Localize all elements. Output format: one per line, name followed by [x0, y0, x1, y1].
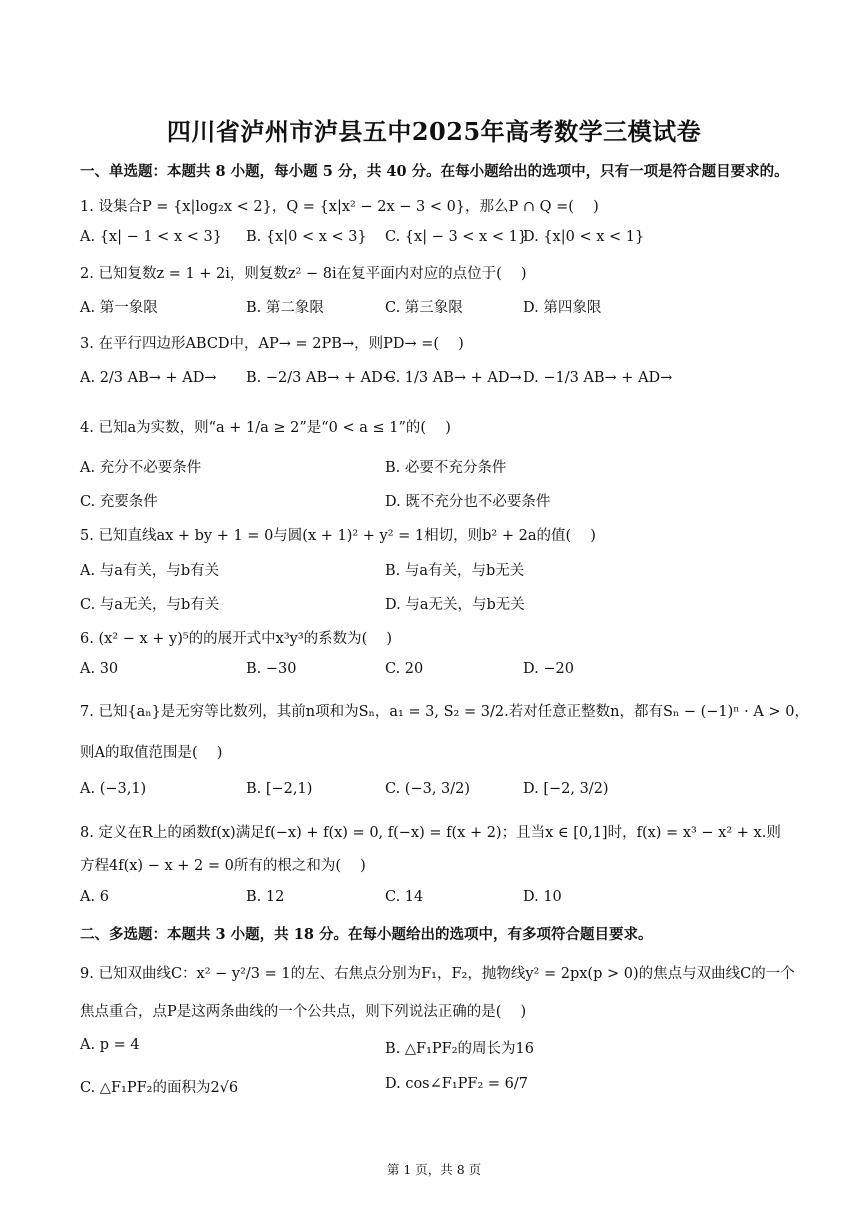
q1-option-b: B. {x|0 < x < 3} — [246, 229, 367, 245]
q5-option-a: A. 与a有关，与b有关 — [80, 563, 220, 579]
q3-option-a: A. 2/3 AB→ + AD→ — [80, 370, 217, 386]
q6-option-d: D. −20 — [523, 661, 574, 677]
q7-option-a: A. (−3,1) — [80, 781, 147, 797]
q5-option-c: C. 与a无关，与b有关 — [80, 597, 220, 613]
q4-option-b: B. 必要不充分条件 — [385, 460, 507, 476]
q6-option-a: A. 30 — [80, 661, 119, 677]
q2-option-b: B. 第二象限 — [246, 300, 324, 316]
q4-option-a: A. 充分不必要条件 — [80, 460, 202, 476]
q2-option-a: A. 第一象限 — [80, 300, 158, 316]
q7-option-d: D. [−2, 3/2) — [523, 781, 609, 797]
q7-option-c: C. (−3, 3/2) — [385, 781, 471, 797]
question-6: 6. (x² − x + y)⁵的的展开式中x³y³的系数为( ) — [80, 631, 393, 647]
q8-option-d: D. 10 — [523, 889, 562, 905]
q1-option-a: A. {x| − 1 < x < 3} — [80, 229, 222, 245]
q9-option-a: A. p = 4 — [80, 1037, 140, 1053]
question-9-line-1: 9. 已知双曲线C：x² − y²/3 = 1的左、右焦点分别为F₁，F₂，抛物线y² = 2px(p > 0)的焦点与双曲线C的一个 — [80, 966, 795, 982]
q1-option-c: C. {x| − 3 < x < 1} — [385, 229, 528, 245]
question-1: 1. 设集合P = {x|log₂x < 2}，Q = {x|x² − 2x − 3 < 0}，那么P ∩ Q =( ) — [80, 199, 599, 215]
q6-option-b: B. −30 — [246, 661, 297, 677]
q5-option-d: D. 与a无关，与b无关 — [385, 597, 525, 613]
question-2: 2. 已知复数z = 1 + 2i，则复数z² − 8i在复平面内对应的点位于( ) — [80, 266, 527, 282]
question-5: 5. 已知直线ax + by + 1 = 0与圆(x + 1)² + y² = 1相切，则b² + 2a的值( ) — [80, 528, 596, 544]
question-9-line-2: 焦点重合，点P是这两条曲线的一个公共点，则下列说法正确的是( ) — [80, 1004, 527, 1020]
question-7-line-2: 则A的取值范围是( ) — [80, 745, 223, 761]
section-single-choice: 一、单选题：本题共 8 小题，每小题 5 分，共 40 分。在每小题给出的选项中，只有一项是符合题目要求的。 — [80, 163, 789, 180]
q5-option-b: B. 与a有关，与b无关 — [385, 563, 525, 579]
page-footer: 第 1 页，共 8 页 — [386, 1162, 482, 1177]
q4-option-d: D. 既不充分也不必要条件 — [385, 494, 551, 510]
q8-option-a: A. 6 — [80, 889, 109, 905]
q1-option-d: D. {x|0 < x < 1} — [523, 229, 645, 245]
q9-option-b: B. △F₁PF₂的周长为16 — [385, 1041, 534, 1057]
question-3: 3. 在平行四边形ABCD中，AP→ = 2PB→，则PD→ =( ) — [80, 336, 464, 352]
q4-option-c: C. 充要条件 — [80, 494, 158, 510]
q9-option-c: C. △F₁PF₂的面积为2√6 — [80, 1080, 239, 1096]
exam-title: 四川省泸州市泸县五中2025年高考数学三模试卷 — [166, 117, 702, 146]
q9-option-d: D. cos∠F₁PF₂ = 6/7 — [385, 1076, 528, 1092]
q8-option-b: B. 12 — [246, 889, 285, 905]
q7-option-b: B. [−2,1) — [246, 781, 313, 797]
question-8-line-1: 8. 定义在R上的函数f(x)满足f(−x) + f(x) = 0, f(−x) = f(x + 2)；且当x ∈ [0,1]时，f(x) = x³ − x² + x.则 — [80, 825, 781, 841]
question-4: 4. 已知a为实数，则“a + 1/a ≥ 2”是“0 < a ≤ 1”的( ) — [80, 420, 451, 436]
section-multiple-choice: 二、多选题：本题共 3 小题，共 18 分。在每小题给出的选项中，有多项符合题目要求。 — [80, 926, 653, 943]
q2-option-c: C. 第三象限 — [385, 300, 463, 316]
q3-option-d: D. −1/3 AB→ + AD→ — [523, 370, 673, 386]
q2-option-d: D. 第四象限 — [523, 300, 602, 316]
q3-option-c: C. 1/3 AB→ + AD→ — [385, 370, 522, 386]
question-7-line-1: 7. 已知{aₙ}是无穷等比数列，其前n项和为Sₙ，a₁ = 3, S₂ = 3/2.若对任意正整数n，都有Sₙ − (−1)ⁿ · A > 0， — [80, 704, 809, 720]
q6-option-c: C. 20 — [385, 661, 424, 677]
q8-option-c: C. 14 — [385, 889, 424, 905]
question-8-line-2: 方程4f(x) − x + 2 = 0所有的根之和为( ) — [80, 858, 366, 874]
q3-option-b: B. −2/3 AB→ + AD→ — [246, 370, 395, 386]
